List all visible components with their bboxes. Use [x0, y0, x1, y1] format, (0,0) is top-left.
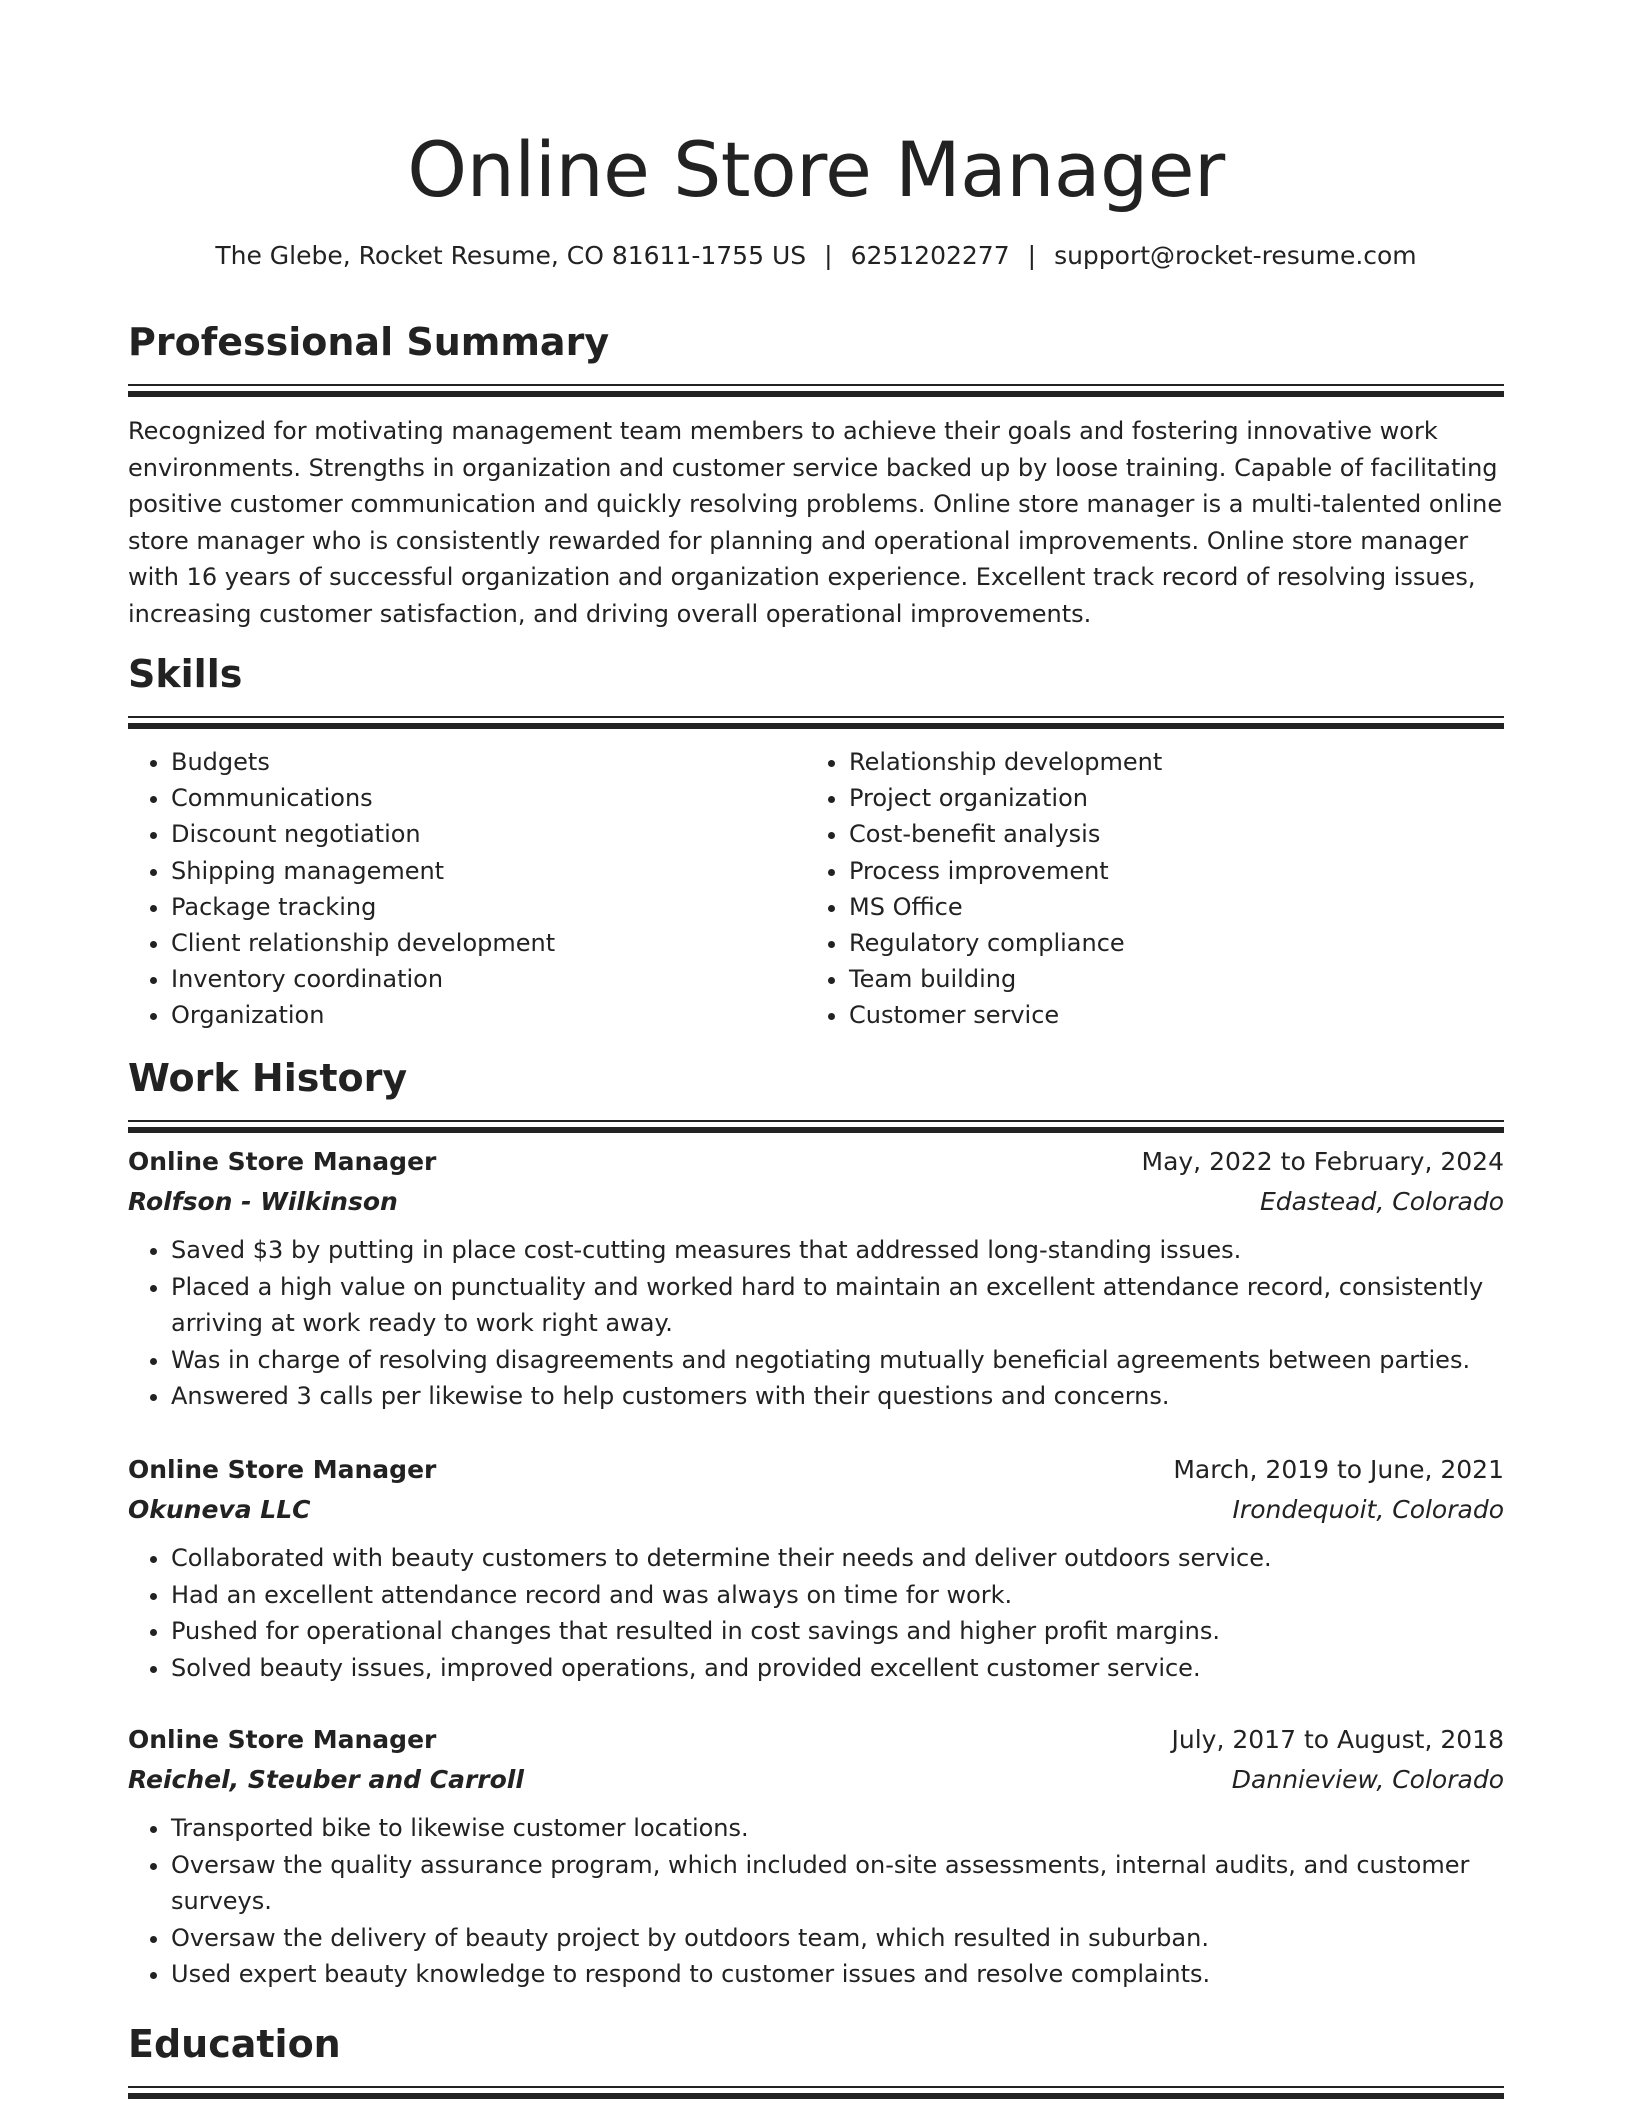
job-bullet: • Collaborated with beauty customers to determine their needs and deliver outdoors service. [171, 1540, 1504, 1577]
skill-item: • Customer service [849, 997, 1484, 1033]
job-header [128, 1720, 1504, 1760]
job-bullets [128, 1232, 1504, 1415]
skill-item: • Organization [171, 997, 806, 1033]
job-bullet: • Answered 3 calls per likewise to help customers with their questions and concerns. [171, 1378, 1504, 1415]
job-entry [128, 1450, 1504, 1686]
skill-item: • Process improvement [849, 853, 1484, 889]
skill-item: • Shipping management [171, 853, 806, 889]
contact-separator: | [1027, 241, 1037, 270]
job-subheader [128, 1182, 1504, 1222]
job-subheader [128, 1760, 1504, 1800]
job-title: Online Store Manager [128, 1725, 437, 1754]
job-location: Edastead, Colorado [1259, 1187, 1504, 1216]
job-bullet: • Placed a high value on punctuality and worked hard to maintain an excellent attendance record, consistently arriving at work ready to work right away. [171, 1269, 1504, 1342]
skill-item: • Discount negotiation [171, 816, 806, 852]
section-divider [128, 716, 1504, 731]
contact-address: The Glebe, Rocket Resume, CO 81611-1755 US [215, 241, 807, 270]
candidate-name: Online Store Manager [407, 125, 1225, 214]
job-company: Rolfson - Wilkinson [128, 1187, 398, 1216]
section-divider [128, 384, 1504, 399]
section-title-work-history: Work History [128, 1056, 408, 1100]
contact-phone: 6251202277 [850, 241, 1010, 270]
job-bullet: • Used expert beauty knowledge to respond to customer issues and resolve complaints. [171, 1956, 1504, 1993]
skill-item: • Client relationship development [171, 925, 806, 961]
skill-item: • Budgets [171, 744, 806, 780]
job-bullets [128, 1810, 1504, 1993]
skill-item: • Team building [849, 961, 1484, 997]
job-header [128, 1142, 1504, 1182]
education-section [128, 2020, 1504, 2101]
summary-text: Recognized for motivating management team members to achieve their goals and fostering innovative work environments. Strengths in organization and customer service backed up by loose training. Capable of facilitating positive customer communication and quickly resolving problems. Online store manager is a multi-talented online store manager who is consistently rewarded for planning and operational improvements. Online store manager with 16 years of successful organization and organization experience. Excellent track record of resolving issues, increasing customer satisfaction, and driving overall operational improvements. [128, 417, 1503, 628]
job-dates: May, 2022 to February, 2024 [1141, 1147, 1504, 1176]
skill-item: • Regulatory compliance [849, 925, 1484, 961]
skills-list-left [128, 744, 806, 1034]
skill-item: • Project organization [849, 780, 1484, 816]
summary-section [128, 318, 1504, 632]
section-title-summary: Professional Summary [128, 320, 610, 364]
contact-line [128, 238, 1504, 274]
job-bullet: • Had an excellent attendance record and was always on time for work. [171, 1577, 1504, 1614]
skill-item: • Cost-benefit analysis [849, 816, 1484, 852]
skill-item: • Communications [171, 780, 806, 816]
job-location: Irondequoit, Colorado [1232, 1495, 1504, 1524]
job-entry [128, 1142, 1504, 1415]
job-company: Okuneva LLC [128, 1495, 311, 1524]
job-bullet: • Saved $3 by putting in place cost-cutting measures that addressed long-standing issues. [171, 1232, 1504, 1269]
section-title-skills: Skills [128, 652, 243, 696]
job-bullet: • Was in charge of resolving disagreements and negotiating mutually beneficial agreements between parties. [171, 1342, 1504, 1379]
job-company: Reichel, Steuber and Carroll [128, 1765, 524, 1794]
job-dates: July, 2017 to August, 2018 [1171, 1725, 1504, 1754]
job-location: Dannieview, Colorado [1231, 1765, 1504, 1794]
job-bullet: • Oversaw the quality assurance program, which included on-site assessments, internal audits, and customer surveys. [171, 1847, 1504, 1920]
skill-item: • MS Office [849, 889, 1484, 925]
job-title: Online Store Manager [128, 1147, 437, 1176]
job-title: Online Store Manager [128, 1455, 437, 1484]
skills-columns [128, 744, 1504, 1034]
job-bullet: • Transported bike to likewise customer locations. [171, 1810, 1504, 1847]
contact-email: support@rocket-resume.com [1054, 241, 1417, 270]
job-subheader [128, 1490, 1504, 1530]
job-bullet: • Solved beauty issues, improved operations, and provided excellent customer service. [171, 1650, 1504, 1687]
skill-item: • Inventory coordination [171, 961, 806, 997]
section-title-education: Education [128, 2022, 341, 2066]
skills-section [128, 650, 1504, 1034]
skill-item: • Package tracking [171, 889, 806, 925]
work-history-section [128, 1054, 1504, 1135]
skills-list-right [806, 744, 1484, 1034]
contact-separator: | [824, 241, 833, 270]
job-header [128, 1450, 1504, 1490]
job-dates: March, 2019 to June, 2021 [1173, 1455, 1504, 1484]
job-entry [128, 1720, 1504, 1993]
skill-item: • Relationship development [849, 744, 1484, 780]
section-divider [128, 2086, 1504, 2101]
job-bullet: • Pushed for operational changes that resulted in cost savings and higher profit margins. [171, 1613, 1504, 1650]
section-divider [128, 1120, 1504, 1135]
job-bullet: • Oversaw the delivery of beauty project by outdoors team, which resulted in suburban. [171, 1920, 1504, 1957]
job-bullets [128, 1540, 1504, 1686]
